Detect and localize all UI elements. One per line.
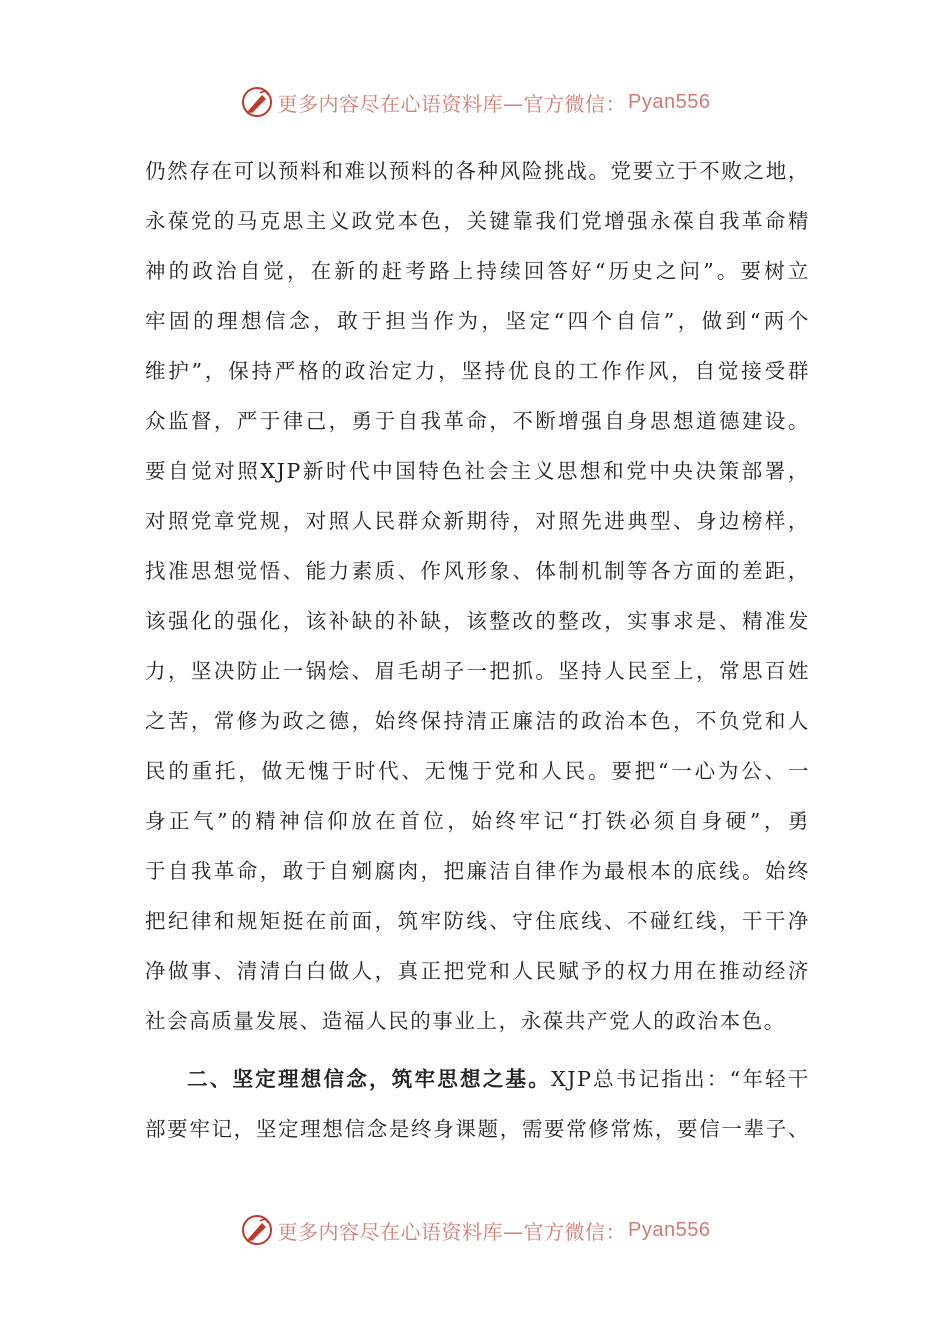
body-line: 于自我革命，敢于自剜腐肉，把廉洁自律作为最根本的底线。始终 [145, 859, 810, 883]
body-line: 牢固的理想信念，敢于担当作为，坚定“四个自信”，做到“两个 [145, 309, 810, 333]
body-line: 之苦，常修为政之德，始终保持清正廉洁的政治本色，不负党和人 [145, 709, 810, 733]
header-watermark-banner [0, 82, 950, 122]
pen-logo-icon [240, 85, 274, 119]
body-line: 找准思想觉悟、能力素质、作风形象、体制机制等各方面的差距， [145, 559, 810, 583]
section-text: XJP总书记指出：“年轻干 [551, 1067, 810, 1091]
banner-handle: Pyan556 [628, 90, 711, 113]
section-heading: 二、坚定理想信念，筑牢思想之基。 [187, 1067, 552, 1091]
body-line: 净做事、清清白白做人，真正把党和人民赋予的权力用在推动经济 [145, 959, 810, 983]
body-line: 对照党章党规，对照人民群众新期待，对照先进典型、身边榜样， [145, 509, 810, 533]
body-line: 部要牢记，坚定理想信念是终身课题，需要常修常炼，要信一辈子、 [145, 1117, 810, 1141]
body-line: 民的重托，做无愧于时代、无愧于党和人民。要把“一心为公、一 [145, 759, 810, 783]
body-line: 该强化的强化，该补缺的补缺，该整改的整改，实事求是、精准发 [145, 609, 810, 633]
banner-handle: Pyan556 [628, 1218, 711, 1241]
banner-text: 更多内容尽在心语资料库—官方微信： [277, 1219, 627, 1244]
section-heading-line [145, 1054, 810, 1104]
body-line: 身正气”的精神信仰放在首位，始终牢记“打铁必须自身硬”，勇 [145, 809, 810, 833]
banner-text: 更多内容尽在心语资料库—官方微信： [277, 91, 627, 116]
body-line: 维护”，保持严格的政治定力，坚持优良的工作作风，自觉接受群 [145, 359, 810, 383]
body-line: 仍然存在可以预料和难以预料的各种风险挑战。党要立于不败之地， [145, 159, 810, 183]
body-line: 力，坚决防止一锅烩、眉毛胡子一把抓。坚持人民至上，常思百姓 [145, 659, 810, 683]
pen-logo-icon [240, 1213, 274, 1247]
body-line: 永葆党的马克思主义政党本色，关键靠我们党增强永葆自我革命精 [145, 209, 810, 233]
body-line: 神的政治自觉，在新的赶考路上持续回答好“历史之问”。要树立 [145, 259, 810, 283]
body-line: 要自觉对照XJP新时代中国特色社会主义思想和党中央决策部署， [145, 459, 810, 483]
body-line: 社会高质量发展、造福人民的事业上，永葆共产党人的政治本色。 [145, 1009, 786, 1033]
body-line: 众监督，严于律己，勇于自我革命，不断增强自身思想道德建设。 [145, 409, 810, 433]
footer-watermark-banner [0, 1210, 950, 1250]
body-line: 把纪律和规矩挺在前面，筑牢防线、守住底线、不碰红线，干干净 [145, 909, 810, 933]
document-body [145, 146, 810, 1154]
